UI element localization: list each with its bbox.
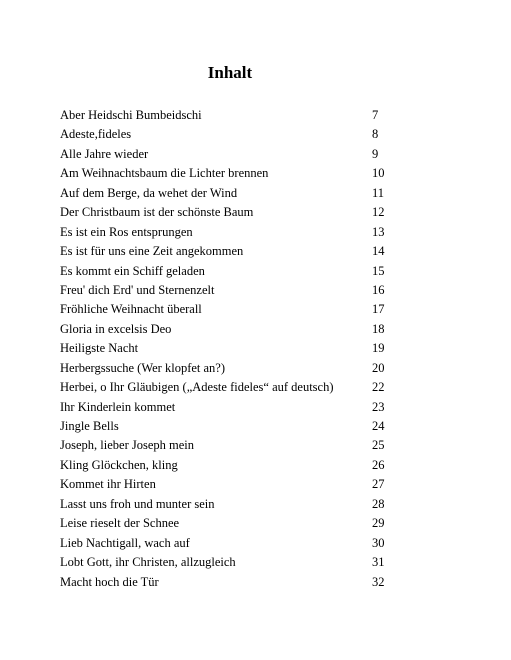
toc-entry-page: 19 — [372, 341, 385, 356]
toc-entry — [60, 457, 390, 476]
toc-entry-page: 9 — [372, 146, 379, 161]
toc-entry-title: Ihr Kinderlein kommet — [60, 399, 176, 414]
toc-entry — [60, 574, 390, 593]
toc-entry-page: 24 — [372, 419, 385, 433]
toc-entry — [60, 554, 390, 573]
toc-entry-title: Es kommt ein Schiff geladen — [60, 263, 205, 278]
toc-entry-title: Kommet ihr Hirten — [60, 477, 156, 492]
toc-entry-title: Es ist ein Ros entsprungen — [60, 224, 193, 239]
toc-entry-page: 8 — [372, 127, 379, 142]
toc-entry-title: Aber Heidschi Bumbeidschi — [60, 108, 202, 122]
toc-entry-title: Der Christbaum ist der schönste Baum — [60, 205, 254, 220]
toc-entry-page: 10 — [372, 166, 385, 181]
toc-entry — [60, 146, 390, 165]
toc-entry-page: 13 — [372, 224, 385, 239]
toc-entry — [60, 437, 390, 456]
toc-entry-page: 26 — [372, 457, 385, 472]
toc-entry — [60, 282, 390, 301]
toc-entry — [60, 476, 390, 495]
toc-entry — [60, 301, 390, 320]
toc-entry-title: Adeste,fideles — [60, 127, 132, 142]
toc-entry-title: Es ist für uns eine Zeit angekommen — [60, 244, 244, 259]
toc-entry-title: Heiligste Nacht — [60, 341, 139, 356]
toc-entry-title: Lobt Gott, ihr Christen, allzugleich — [60, 555, 236, 570]
toc-entry — [60, 379, 390, 398]
toc-entry-page: 29 — [372, 516, 385, 531]
toc-entry — [60, 340, 390, 359]
toc-entry-page: 25 — [372, 438, 385, 453]
toc-entry-page: 31 — [372, 555, 385, 570]
toc-entry-page: 30 — [372, 535, 385, 550]
toc-entry-title: Lasst uns froh und munter sein — [60, 496, 215, 511]
toc-entry-title: Lieb Nachtigall, wach auf — [60, 535, 190, 550]
toc-entry — [60, 224, 390, 243]
toc-entry-page: 16 — [372, 282, 385, 297]
toc-entry — [60, 515, 390, 534]
toc-entry-title: Leise rieselt der Schnee — [60, 516, 180, 531]
toc-entry-title: Am Weihnachtsbaum die Lichter brennen — [60, 166, 269, 181]
toc-entry-title: Kling Glöckchen, kling — [60, 457, 178, 472]
toc-entry-page: 20 — [372, 360, 385, 375]
toc-entry-page: 27 — [372, 477, 385, 492]
toc-entry-page: 18 — [372, 321, 385, 336]
toc-entry-page: 15 — [372, 263, 385, 278]
toc-entry — [60, 360, 390, 379]
table-of-contents — [60, 107, 390, 593]
page-title: Inhalt — [207, 63, 253, 82]
toc-entry — [60, 263, 390, 282]
toc-entry-title: Herbergssuche (Wer klopfet an?) — [60, 360, 226, 375]
toc-entry-title: Freu' dich Erd' und Sternenzelt — [60, 282, 215, 297]
toc-entry-title: Fröhliche Weihnacht überall — [60, 302, 202, 317]
toc-entry-title: Jingle Bells — [60, 419, 119, 433]
toc-entry-page: 11 — [372, 185, 385, 200]
toc-entry — [60, 185, 390, 204]
toc-entry — [60, 496, 390, 515]
toc-entry-title: Macht hoch die Tür — [60, 574, 159, 589]
toc-entry — [60, 204, 390, 223]
toc-entry-page: 32 — [372, 574, 385, 589]
toc-entry-title: Auf dem Berge, da wehet der Wind — [60, 185, 238, 200]
toc-entry — [60, 107, 390, 126]
toc-entry — [60, 418, 390, 437]
toc-entry-title: Alle Jahre wieder — [60, 146, 149, 161]
toc-entry-page: 17 — [372, 302, 385, 317]
toc-entry-page: 14 — [372, 244, 385, 259]
toc-entry — [60, 243, 390, 262]
toc-entry — [60, 399, 390, 418]
toc-entry — [60, 321, 390, 340]
toc-entry-title: Gloria in excelsis Deo — [60, 321, 172, 336]
toc-entry — [60, 126, 390, 145]
toc-entry-page: 23 — [372, 399, 385, 414]
toc-entry-page: 7 — [372, 108, 379, 122]
toc-entry-title: Joseph, lieber Joseph mein — [60, 438, 195, 453]
toc-entry-page: 22 — [372, 380, 385, 395]
toc-entry-page: 28 — [372, 496, 385, 511]
toc-entry — [60, 535, 390, 554]
toc-entry-page: 12 — [372, 205, 385, 220]
toc-entry — [60, 165, 390, 184]
toc-entry-title: Herbei, o Ihr Gläubigen („Adeste fideles“ auf deutsch) — [60, 380, 334, 395]
